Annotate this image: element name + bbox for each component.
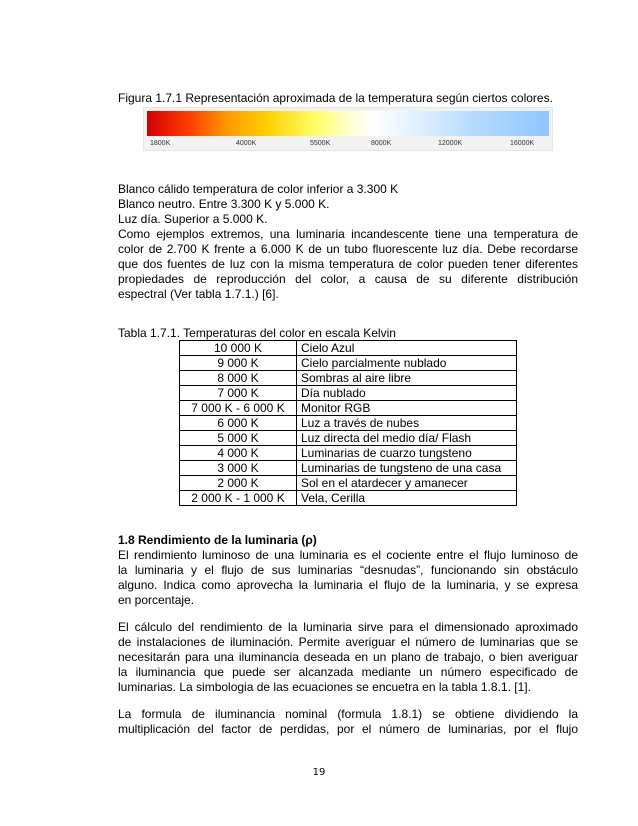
temperature-cell: 2 000 K (180, 476, 297, 491)
text-line: alguno. Indica como aprovecha la luminaria el flujo de la luminaria, y se expresa (118, 578, 578, 592)
table-row (180, 371, 517, 386)
text-line: espectral (Ver tabla 1.7.1.) [6]. (118, 287, 279, 301)
section-heading: 1.8 Rendimiento de la luminaria (ρ) (118, 533, 317, 547)
color-temperature-paragraph (118, 182, 578, 302)
temperature-cell: 7 000 K (180, 386, 297, 401)
description-cell: Luminarias de tungsteno de una casa (297, 461, 517, 476)
text-line: El rendimiento luminoso de una luminaria es el cociente entre el flujo luminoso de (118, 548, 578, 562)
text-line: luminarias. La simbologia de las ecuaciones se encuetra en la tabla 1.8.1. [1]. (118, 680, 531, 694)
text-line: de instalaciones de iluminación. Permite averiguar el número de luminarias que se (118, 635, 578, 649)
text-line: La formula de iluminancia nominal (formula 1.8.1) se obtiene dividiendo la (118, 707, 578, 721)
table-row (180, 476, 517, 491)
description-cell: Luz directa del medio día/ Flash (297, 431, 517, 446)
table-row (180, 401, 517, 416)
figure-caption: Figura 1.7.1 Representación aproximada de la temperatura según ciertos colores. (118, 91, 553, 105)
table-row (180, 461, 517, 476)
temperature-cell: 3 000 K (180, 461, 297, 476)
table-row (180, 416, 517, 431)
description-cell: Cielo Azul (297, 341, 517, 356)
description-cell: Monitor RGB (297, 401, 517, 416)
color-temperature-gradient (143, 107, 553, 151)
description-cell: Luminarias de cuarzo tungsteno (297, 446, 517, 461)
text-line: en porcentaje. (118, 593, 195, 607)
table-row (180, 386, 517, 401)
efficiency-paragraph-1 (118, 548, 578, 608)
description-cell: Luz a través de nubes (297, 416, 517, 431)
description-cell: Día nublado (297, 386, 517, 401)
table-row (180, 341, 517, 356)
text-line: la luminaria y el flujo de sus luminarias “desnudas”, funcionando sin obstáculo (118, 563, 578, 577)
text-line: que dos fuentes de luz con la misma temperatura de color pueden tener diferentes (118, 257, 578, 271)
text-line: necesitarán para una iluminancia deseada en un plano de trabajo, o bien averiguar (118, 650, 578, 664)
temperature-cell: 10 000 K (180, 341, 297, 356)
efficiency-paragraph-3 (118, 707, 578, 737)
table-row (180, 356, 517, 371)
tick-label: 12000K (438, 140, 463, 147)
description-cell: Sol en el atardecer y amanecer (297, 476, 517, 491)
text-line: color de 2.700 K frente a 6.000 K de un tubo fluorescente luz día. Debe recordarse (118, 242, 578, 256)
description-cell: Vela, Cerilla (297, 491, 517, 506)
table-row (180, 446, 517, 461)
gradient-tick-labels (144, 139, 552, 151)
tick-label: 1800K (150, 140, 171, 147)
temperature-cell: 4 000 K (180, 446, 297, 461)
table-row (180, 431, 517, 446)
tick-label: 4000K (236, 140, 257, 147)
text-line: Blanco cálido temperatura de color inferior a 3.300 K (118, 182, 399, 196)
kelvin-temperature-table (179, 340, 517, 506)
tick-label: 5500K (310, 140, 331, 147)
text-line: multiplicación del factor de perdidas, por el número de luminarias, por el flujo (118, 722, 578, 736)
text-line: El cálculo del rendimiento de la luminaria sirve para el dimensionado aproximado (118, 620, 578, 634)
temperature-cell: 7 000 K - 6 000 K (180, 401, 297, 416)
text-line: la iluminancia que puede ser alcanzada mediante un número especificado de (118, 665, 578, 679)
temperature-cell: 2 000 K - 1 000 K (180, 491, 297, 506)
temperature-cell: 8 000 K (180, 371, 297, 386)
description-cell: Cielo parcialmente nublado (297, 356, 517, 371)
tick-label: 8000K (371, 140, 392, 147)
table-row (180, 491, 517, 506)
temperature-cell: 9 000 K (180, 356, 297, 371)
efficiency-paragraph-2 (118, 620, 578, 695)
temperature-cell: 5 000 K (180, 431, 297, 446)
text-line: propiedades de reproducción del color, a causa de su diferente distribución (118, 272, 578, 286)
table-caption: Tabla 1.7.1. Temperaturas del color en escala Kelvin (118, 326, 396, 340)
text-line: Como ejemplos extremos, una luminaria incandescente tiene una temperatura de (118, 227, 578, 241)
tick-label: 16000K (510, 140, 535, 147)
text-line: Blanco neutro. Entre 3.300 K y 5.000 K. (118, 197, 330, 211)
text-line: Luz día. Superior a 5.000 K. (118, 212, 268, 226)
temperature-cell: 6 000 K (180, 416, 297, 431)
page-number: 19 (312, 767, 326, 778)
gradient-fill (147, 111, 549, 136)
description-cell: Sombras al aire libre (297, 371, 517, 386)
